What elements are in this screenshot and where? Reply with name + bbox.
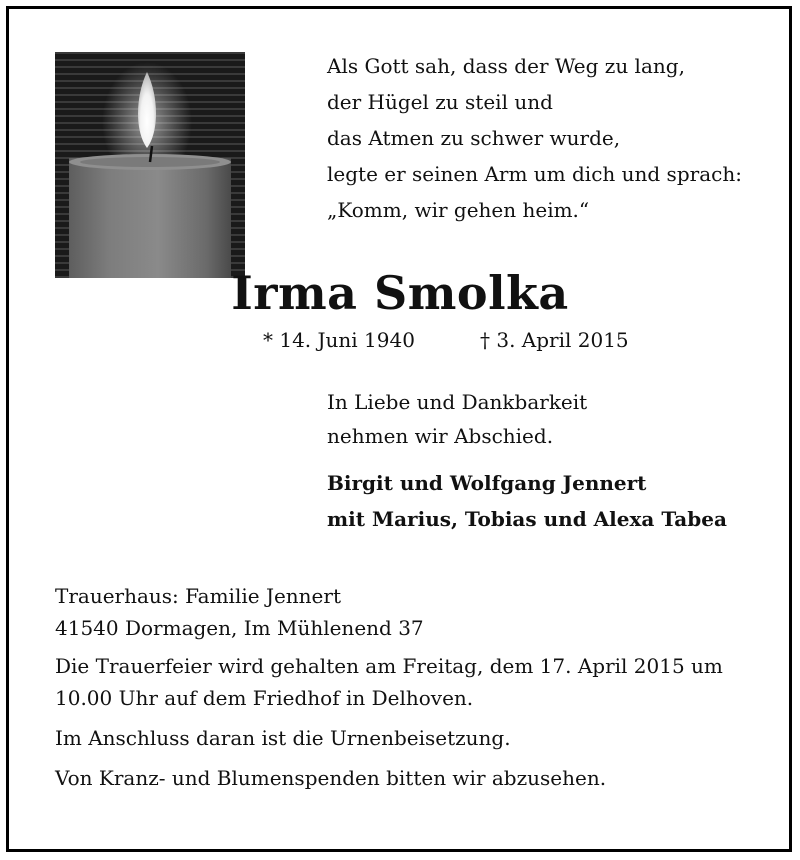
family-signature — [327, 465, 727, 537]
poem — [327, 48, 742, 228]
poem-line: Als Gott sah, dass der Weg zu lang, — [327, 54, 685, 78]
farewell-line: nehmen wir Abschied. — [327, 424, 554, 448]
candle-icon — [55, 52, 245, 278]
farewell-text — [327, 385, 587, 453]
ceremony-text: Die Trauerfeier wird gehalten am Freitag, dem 17. April 2015 um 10.00 Uhr auf dem Friedhof in Delhoven. — [55, 654, 723, 710]
birth-date: * 14. Juni 1940 — [263, 328, 415, 352]
funeral-details — [55, 580, 755, 794]
deceased-name: Irma Smolka — [231, 266, 569, 320]
poem-line: legte er seinen Arm um dich und sprach: — [327, 162, 742, 186]
death-date: † 3. April 2015 — [480, 328, 629, 352]
family-line: Birgit und Wolfgang Jennert — [327, 471, 647, 495]
poem-line: das Atmen zu schwer wurde, — [327, 126, 621, 150]
mourning-house-address: 41540 Dormagen, Im Mühlenend 37 — [55, 616, 424, 640]
flowers-text: Von Kranz- und Blumenspenden bitten wir abzusehen. — [55, 766, 607, 790]
poem-line: der Hügel zu steil und — [327, 90, 553, 114]
poem-line: „Komm, wir gehen heim.“ — [327, 198, 590, 222]
mourning-house-line: Trauerhaus: Familie Jennert — [55, 584, 341, 608]
family-line: mit Marius, Tobias und Alexa Tabea — [327, 507, 727, 531]
farewell-line: In Liebe und Dankbarkeit — [327, 390, 588, 414]
urn-burial-text: Im Anschluss daran ist die Urnenbeisetzung. — [55, 726, 511, 750]
mourning-house — [55, 580, 755, 644]
